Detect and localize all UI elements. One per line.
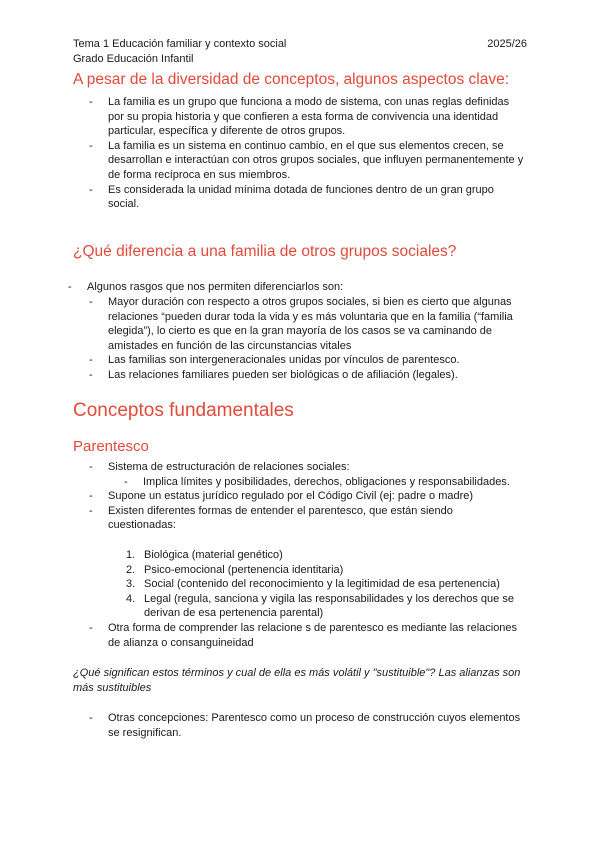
list-item: 1. Biológica (material genético) — [126, 549, 283, 561]
list-item: - Mayor duración con respecto a otros grupos sociales, si bien es cierto que algunas relaciones “pueden durar toda la vida y es más voluntaria que en la familia (“familia elegida”), lo cierto es que en la gran mayoría de los casos se va caminando de amistades en función de las circunstancias vitales — [89, 296, 513, 352]
family-difference-intro — [68, 280, 547, 295]
header-subtitle: Grado Educación Infantil — [73, 52, 194, 65]
list-item: - Las familias son intergeneracionales unidas por vínculos de parentesco. — [89, 354, 460, 367]
section-heading-fundamental-concepts: Conceptos fundamentales — [73, 400, 294, 421]
section-heading-family-difference: ¿Qué diferencia a una familia de otros grupos sociales? — [73, 243, 457, 260]
list-item: 3. Social (contenido del reconocimiento y la legitimidad de esa pertenencia) — [126, 578, 500, 591]
kinship-other-conceptions — [89, 711, 548, 740]
list-item: 4. Legal (regula, sanciona y vigila las responsabilidades y los derechos que se derivan de esa pertenencia parental) — [126, 592, 514, 620]
list-item: - La familia es un sistema en continuo cambio, en el que sus elementos crecen, se desarrollan e interactúan con otros grupos sociales, que influyen permanentemente y de forma recíproca en sus miembros. — [89, 139, 524, 181]
key-aspects-list — [89, 95, 548, 212]
list-item: - Algunos rasgos que nos permiten diferenciarlos son: — [68, 281, 344, 293]
list-item: - Es considerada la unidad mínima dotada de funciones dentro de un gran grupo social. — [89, 183, 494, 211]
list-item: - Sistema de estructuración de relaciones sociales: — [89, 461, 350, 473]
kinship-types-list — [126, 548, 544, 621]
subheading-kinship: Parentesco — [73, 438, 149, 455]
header-year: 2025/26 — [487, 38, 527, 50]
page-header — [73, 37, 527, 66]
list-item: - Implica límites y posibilidades, derechos, obligaciones y responsabilidades. — [124, 475, 510, 488]
section-heading-key-aspects: A pesar de la diversidad de conceptos, algunos aspectos clave: — [73, 71, 509, 88]
family-difference-list — [89, 295, 548, 383]
list-item: - La familia es un grupo que funciona a modo de sistema, con unas reglas definidas por su propia historia y que confieren a esta forma de convivencia una identidad particular, específica y diferente de otros grupos. — [89, 96, 510, 138]
list-item: - Supone un estatus jurídico regulado por el Código Civil (ej: padre o madre) — [89, 490, 474, 503]
list-item: 2. Psico-emocional (pertenencia identitaria) — [126, 563, 344, 576]
list-item: - Otras concepciones: Parentesco como un proceso de construcción cuyos elementos se resignifican. — [89, 712, 521, 739]
kinship-list — [89, 460, 548, 533]
header-title: Tema 1 Educación familiar y contexto social — [73, 38, 287, 50]
kinship-question: ¿Qué significan estos términos y cual de ella es más volátil y "sustituible"? Las alianzas son más sustituibles — [73, 667, 521, 694]
list-item: - Existen diferentes formas de entender el parentesco, que están siendo cuestionadas: — [89, 504, 453, 532]
list-item: - Las relaciones familiares pueden ser biológicas o de afiliación (legales). — [89, 368, 458, 381]
list-item: - Otra forma de comprender las relacione s de parentesco es mediante las relaciones de alianza o consanguineidad — [89, 622, 518, 649]
kinship-alliance-item — [89, 621, 548, 650]
